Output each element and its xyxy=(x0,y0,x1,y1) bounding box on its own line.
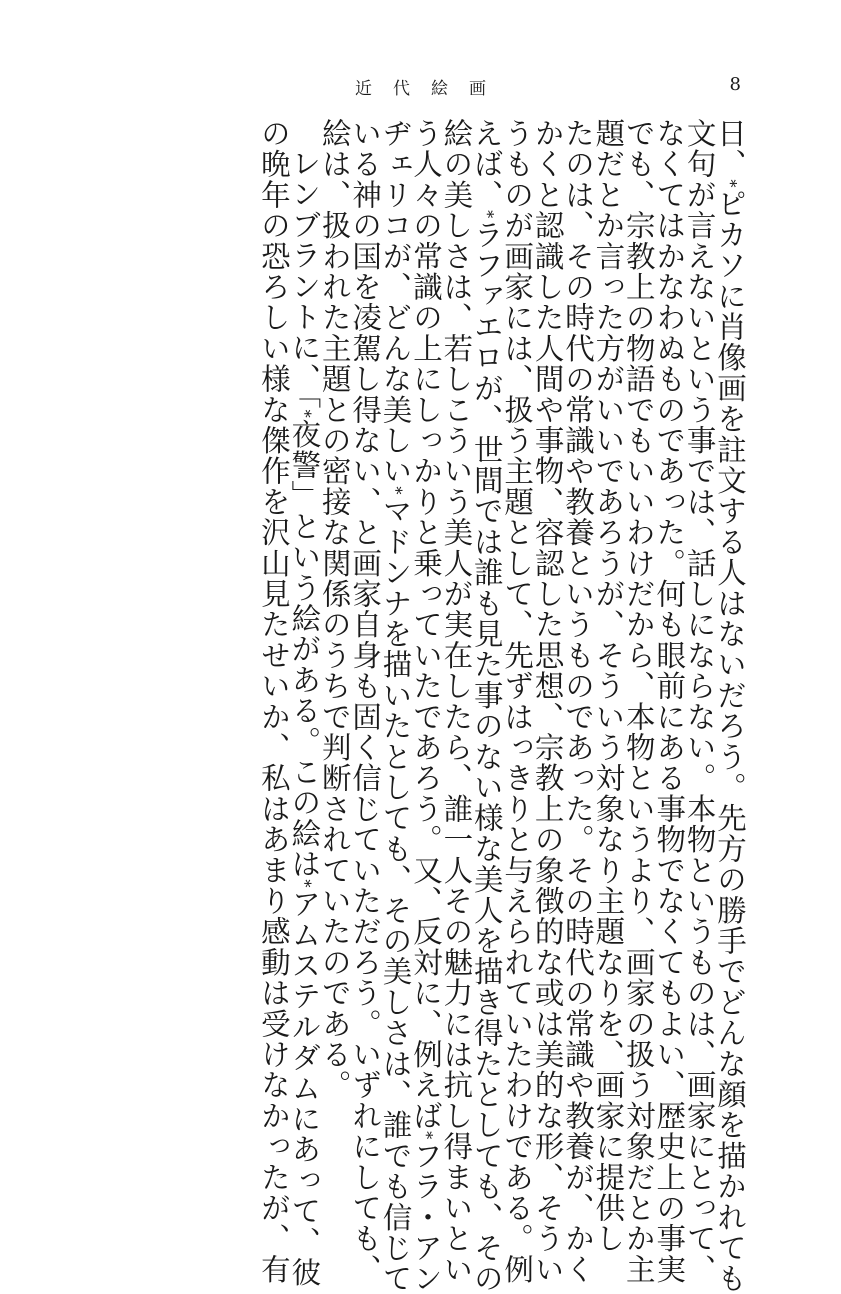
text-line: えば、*ラファエロが、世間では誰も見た事のない様な美人を描き得たとしても、その xyxy=(469,118,504,1294)
annotation-mark: * xyxy=(721,179,740,189)
annotation-mark: * xyxy=(386,486,406,496)
vertical-body-text xyxy=(100,118,747,1294)
text-line: でも、宗教上の物語でもいいわけだから、本物というより、画家の扱う対象だとか主 xyxy=(621,118,656,1285)
running-header xyxy=(0,74,841,104)
text-line: 絵の美しさは、若しこういう美人が実在したら、誰一人その魅力には抗し得まいとい xyxy=(439,118,474,1285)
text-line: かくと認識した人間や事物、容認した思想、宗教上の象徴的な或は美的な形、そうい xyxy=(530,118,565,1285)
text-line: なくてはかなわぬものであった。何も眼前にある事物でなくてもよい、歴史上の事実 xyxy=(652,118,687,1285)
annotation-mark: * xyxy=(477,210,497,220)
annotation-mark: * xyxy=(295,409,315,419)
text-line: の晩年の恐ろしい様な傑作を沢山見たせいか、私はあまり感動は受けなかったが、有 xyxy=(256,118,291,1285)
text-line: いる神の国を凌駕し得ない、と画家自身も固く信じていただろう。いずれにしても、 xyxy=(348,118,383,1285)
text-line: レンブラントに、「*夜警」という絵がある。この絵は*アムステルダムにあって、彼 xyxy=(287,147,322,1288)
annotation-mark: * xyxy=(295,878,315,889)
page-number: 8 xyxy=(729,74,741,95)
text-line: 日、*ピカソに肖像画を註文する人はないだろう。先方の勝手でどんな顔を描かれても xyxy=(713,118,747,1294)
text-line: 文句が言えないという事では、話しにならない。本物というものは、画家にとって、 xyxy=(682,118,717,1285)
annotation-mark: * xyxy=(416,1131,436,1141)
text-line: ヂェリコが、どんな美しい*マドンナを描いたとしても、その美しさは、誰でも信じて xyxy=(378,118,413,1294)
text-line: たのは、その時代の常識や教養というものであった。その時代の常識や教養が、かく xyxy=(560,118,595,1285)
text-line: 絵は、扱われた主題との密接な関係のうちで判断されていたのである。 xyxy=(317,118,352,1101)
text-line: う人々の常識の上にしっかりと乗っていたであろう。又、反対に、例えば*フラ・アン xyxy=(408,118,443,1294)
text-line: 題だとか言った方がいいであろうが、そういう対象なり主題なりを、画家に提供し xyxy=(591,118,626,1254)
running-title: 近代絵画 xyxy=(355,79,507,99)
text-line: うものが画家には、扱う主題として、先ずはっきりと与えられていたわけである。例 xyxy=(500,118,535,1285)
